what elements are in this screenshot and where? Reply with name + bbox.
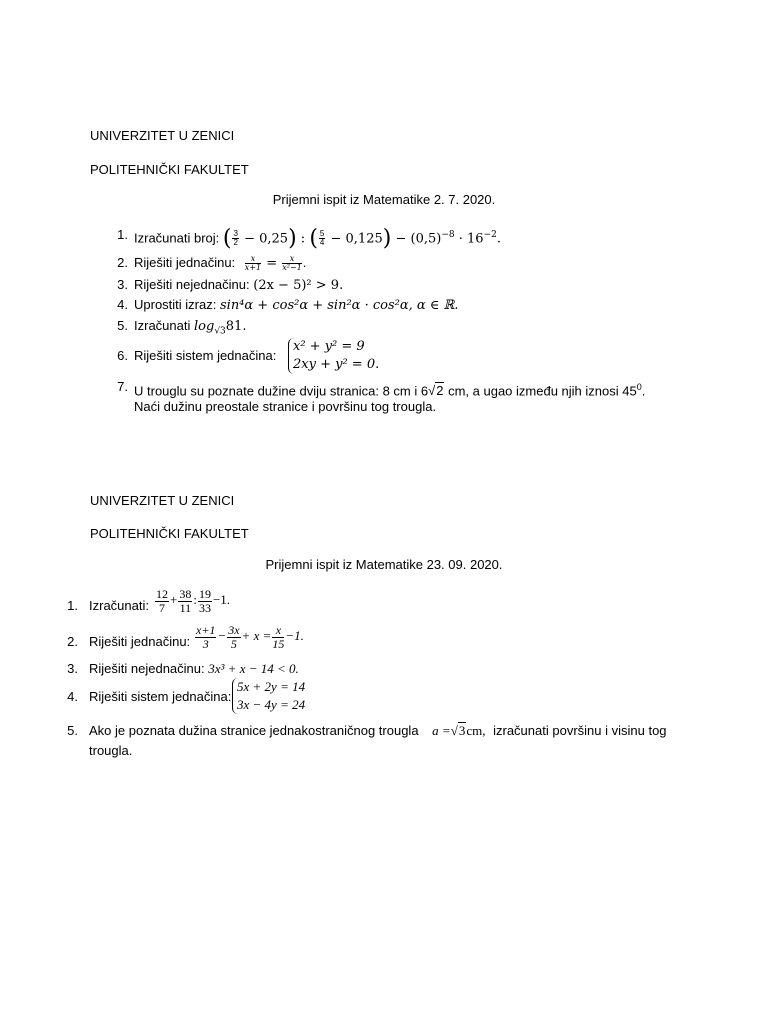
equation-system-1: x² + y² = 9 2xy + y² = 0.	[288, 338, 379, 374]
exam-title-1: Prijemni ispit iz Matematike 2. 7. 2020.	[272, 192, 496, 207]
university-heading-2: UNIVERZITET U ZENICI	[90, 493, 235, 508]
exam-page: UNIVERZITET U ZENICI POLITEHNIČKI FAKULTET Prijemni ispit iz Matematike 2. 7. 2020. 1. Izračunati broj: ( $\frac{3}{2}$ − 0,25) : ( $\frac{5}{4}$ − $0,125) - (0,5)^{-8} \cdot 16^{-2}$. 2. Riješiti jednačinu: $\frac{x}{x+1}$ = $\frac{x}{\text{x²−1}}$ . 3. Riješiti nejednačinu: (2x − 5)² > 9. 4. Uprostiti izraz: sin⁴α + cos²α + sin²α · cos²α, α ∈ ℝ. 5. Izračunati $\log_{√3}81$. 6. Riješiti sistem jednačina: x² + y² = 9 2xy + y² = 0. 7. U trouglu su poznate dužine dviju stranica: 8 cm i 6√2 cm, a ugao između njih iznosi $45^0$. Naći dužinu preostale stranice i površinu tog trougla. UNIVERZITET U ZENICI POLITEHNIČKI FAKULTET Prijemni ispit iz Matematike 23. 09. 2020. 1. Izračunati: $\frac{12}{7}$ + $\frac{38}{11}$ : $\frac{19}{33}$ −1. 2. Riješiti jednačinu: $\frac{x+1}{3}$ − $\frac{3x}{5}$ + x = $\frac{x}{15}$ −1. 3. Riješiti nejednačinu: 3x³ + x − 14 < 0. 4. Riješiti sistem jednačina: 5x + 2y = 14 3x − 4y = 24 5. Ako je poznata dužina stranice jednakostraničnog trougla a =√3cm, izračunati površinu i visinu tog trougla.	[0, 0, 768, 1024]
university-heading-1: UNIVERZITET U ZENICI	[90, 128, 235, 143]
faculty-heading-2: POLITEHNIČKI FAKULTET	[90, 526, 249, 541]
exam-title-2: Prijemni ispit iz Matematike 23. 09. 2020.	[265, 557, 503, 572]
faculty-heading-1: POLITEHNIČKI FAKULTET	[90, 162, 249, 177]
equation-system-2: 5x + 2y = 14 3x − 4y = 24	[232, 678, 305, 714]
